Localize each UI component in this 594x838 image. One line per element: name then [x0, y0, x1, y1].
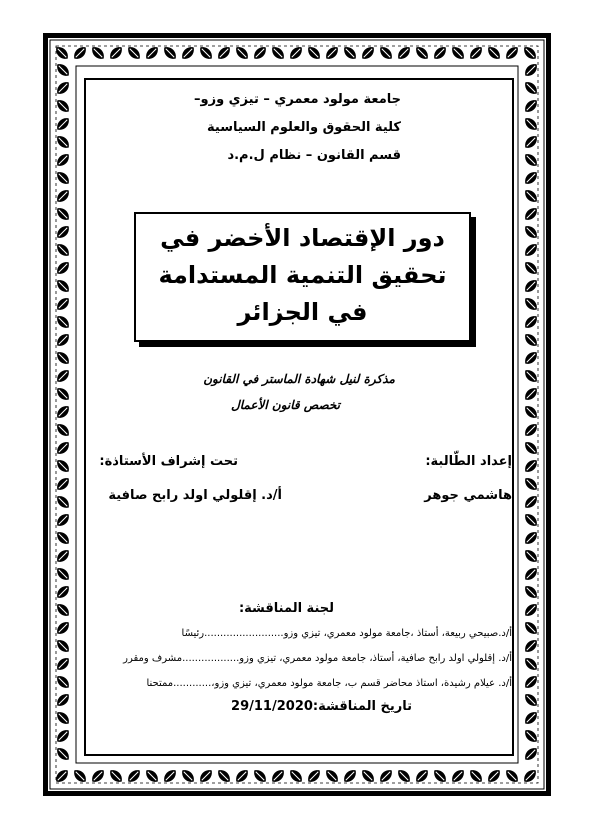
defense-date-label [231, 699, 412, 714]
department-name: قسم القانون – نظام ل.م.د [227, 148, 401, 163]
specialty-statement: تخصص قانون الأعمال [231, 398, 340, 412]
title-line-1: دور الإقتصاد الأخضر في [160, 224, 445, 252]
defense-date-title: تاريخ المناقشة: [312, 699, 412, 714]
committee-member-president: أ/د.صبيحي ربيعة، أستاذ ،جامعة مولود معمري، تيزي وزو.........................رئيسًا [181, 628, 512, 639]
committee-member-supervisor: أ/د. إقلولي اولد رابح صافية، أستاذ، جامعة مولود معمري، تيزي وزو..................مشرف ومقرر [123, 653, 512, 664]
degree-statement: مذكرة لنيل شهادة الماستر في القانون [203, 372, 395, 386]
supervisor-label: تحت إشراف الأستاذة: [99, 454, 238, 469]
faculty-name: كلية الحقوق والعلوم السياسية [207, 120, 401, 135]
student-name: هاشمي جوهر [424, 488, 512, 503]
prepared-by-label: إعداد الطّالبة: [425, 454, 512, 469]
defense-date-value: 29/11/2020 [231, 699, 313, 714]
supervisor-name: أ/د. إقلولي اولد رابح صافية [108, 488, 282, 503]
title-line-2: تحقيق التنمية المستدامة [158, 261, 447, 289]
title-line-3: في الجزائر [237, 298, 368, 326]
committee-label: لجنة المناقشة: [238, 601, 334, 616]
university-name: جامعة مولود معمري – تيزي وزو– [194, 92, 401, 107]
thesis-title-box [134, 212, 471, 342]
committee-member-examiner: أ/د. عيلام رشيدة، استاذ محاضر قسم ب، جامعة مولود معمري، تيزي وزو،............ممتحنا [146, 678, 512, 689]
